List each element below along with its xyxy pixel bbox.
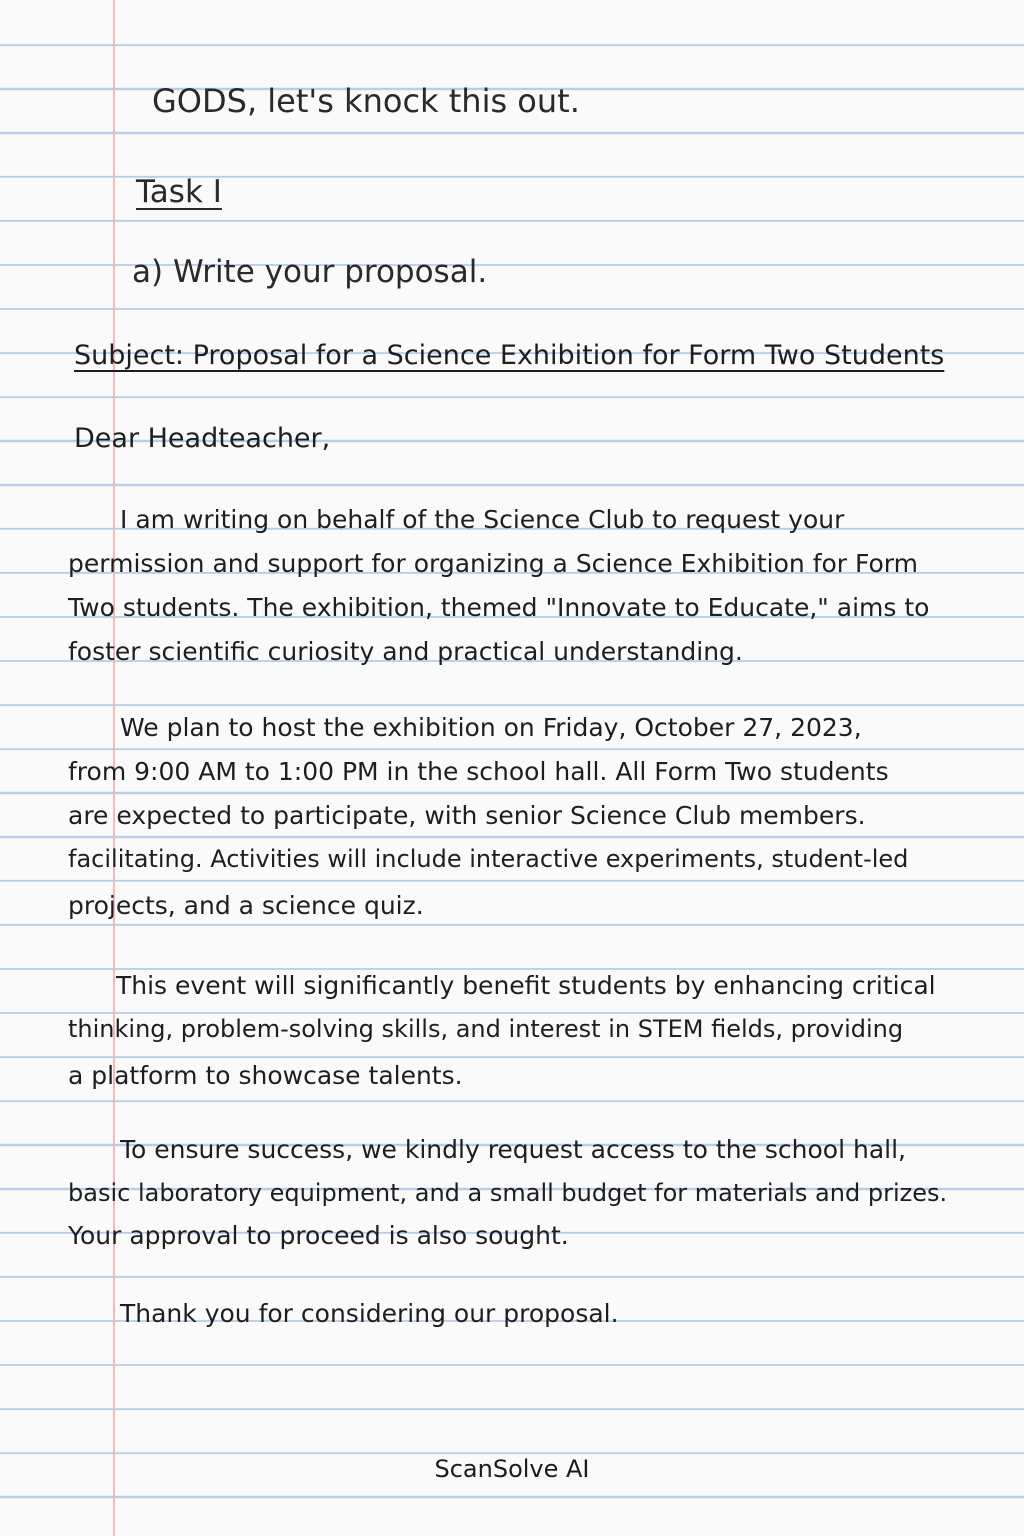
paragraph-4-line-3: Your approval to proceed is also sought. [68,1221,569,1250]
paragraph-2-line-1: We plan to host the exhibition on Friday, October 27, 2023, [120,713,862,742]
paragraph-4-line-1: To ensure success, we kindly request access to the school hall, [120,1135,906,1164]
paragraph-1-line-4: foster scientific curiosity and practical understanding. [68,637,743,666]
paragraph-5-line-1: Thank you for considering our proposal. [120,1299,619,1328]
paragraph-2-line-2: from 9:00 AM to 1:00 PM in the school hall. All Form Two students [68,757,889,786]
paragraph-3-line-3: a platform to showcase talents. [68,1061,463,1090]
question-prompt: a) Write your proposal. [132,254,488,290]
paragraph-4-line-2: basic laboratory equipment, and a small budget for materials and prizes. [68,1179,948,1207]
paragraph-1-line-2: permission and support for organizing a Science Exhibition for Form [68,549,918,578]
intro-line: GODS, let's knock this out. [152,82,580,120]
paragraph-3-line-1: This event will significantly benefit students by enhancing critical [116,971,936,1000]
paragraph-2-line-4: facilitating. Activities will include interactive experiments, student-led [68,845,909,873]
paragraph-2-line-3: are expected to participate, with senior Science Club members. [68,801,866,830]
task-heading: Task I [136,174,222,210]
letter-salutation: Dear Headteacher, [74,423,331,454]
paragraph-3-line-2: thinking, problem-solving skills, and interest in STEM fields, providing [68,1015,904,1043]
letter-subject: Subject: Proposal for a Science Exhibition for Form Two Students [74,340,945,371]
paragraph-1-line-3: Two students. The exhibition, themed "Innovate to Educate," aims to [68,593,930,622]
paragraph-2-line-5: projects, and a science quiz. [68,891,424,920]
paragraph-1-line-1: I am writing on behalf of the Science Club to request your [120,505,845,534]
scansolve-footer: ScanSolve AI [434,1455,590,1483]
